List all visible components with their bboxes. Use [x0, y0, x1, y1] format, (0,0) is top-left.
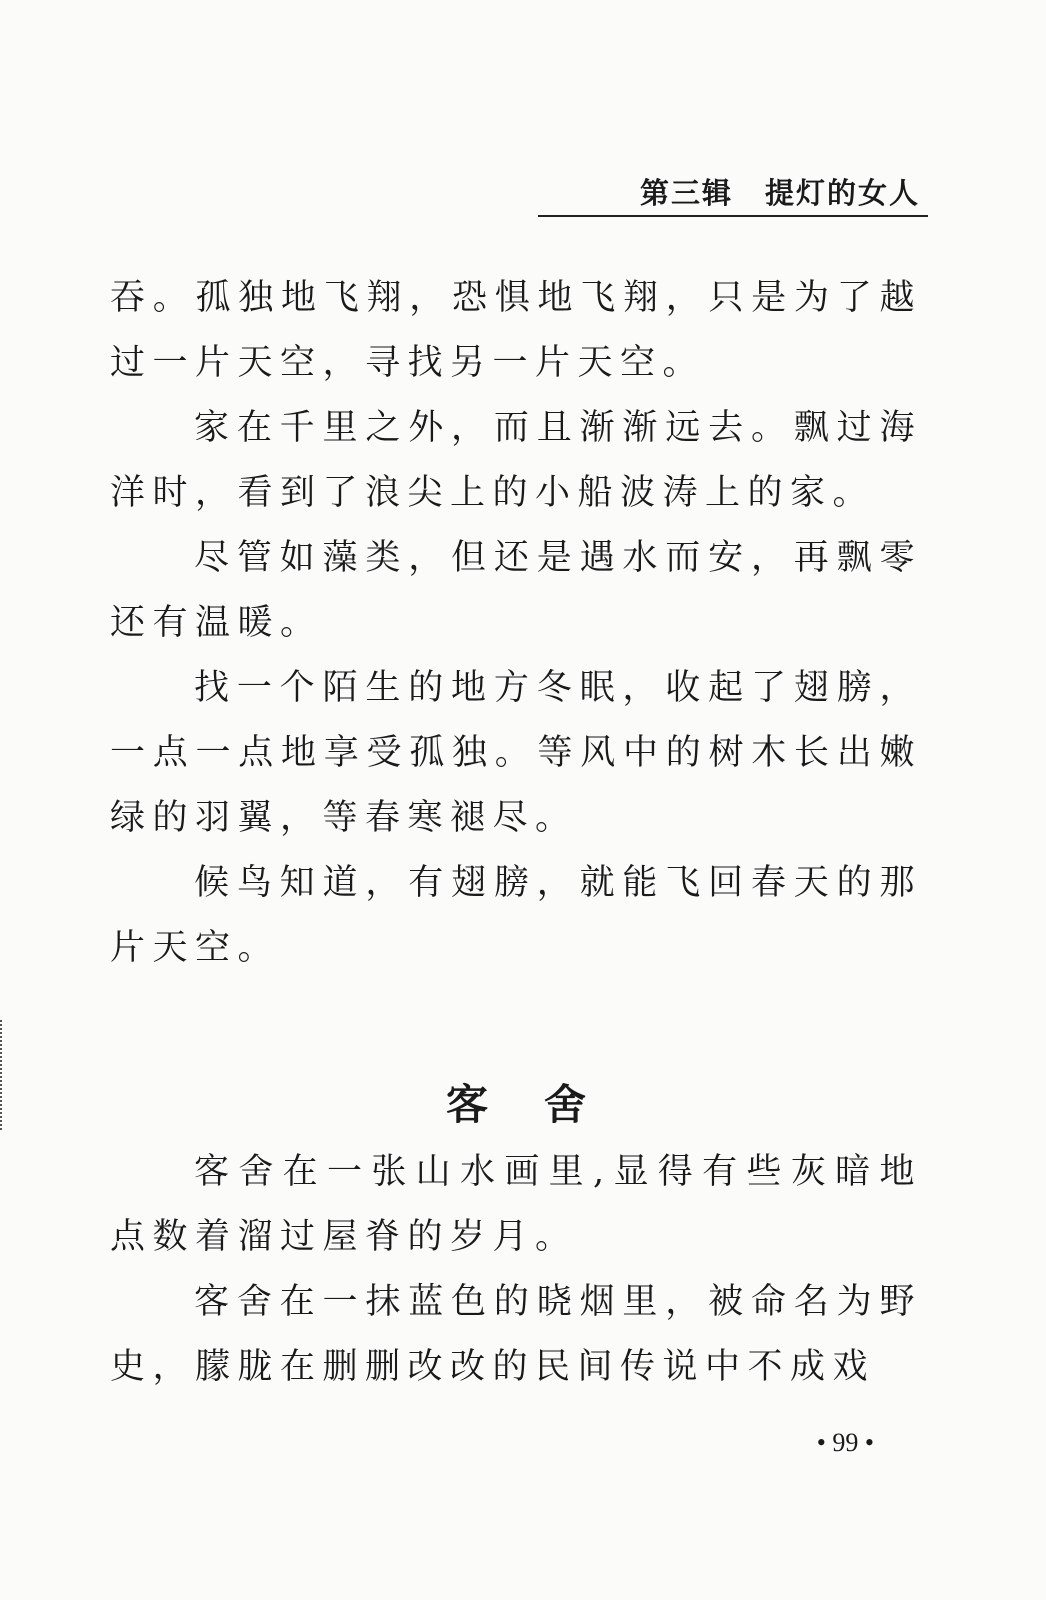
paragraph: 尽管如藻类，但还是遇水而安，再飘零还有温暖。	[110, 538, 922, 643]
paragraph: 客舍在一张山水画里,显得有些灰暗地点数着溜过屋脊的岁月。	[110, 1152, 922, 1257]
section-body-text	[110, 1140, 922, 1400]
paragraph: 家在千里之外，而且渐渐远去。飘过海洋时，看到了浪尖上的小船波涛上的家。	[110, 408, 922, 513]
page-number: • 99 •	[816, 1428, 874, 1457]
paragraph: 客舍在一抹蓝色的晓烟里，被命名为野史，朦胧在删删改改的民间传说中不成戏	[110, 1282, 922, 1387]
header-section: 第三辑	[639, 176, 733, 210]
header-title: 提灯的女人	[764, 176, 920, 210]
running-header	[640, 176, 920, 211]
body-text	[110, 266, 922, 981]
scan-edge-mark	[0, 1020, 5, 1130]
paragraph: 吞。孤独地飞翔，恐惧地飞翔，只是为了越过一片天空，寻找另一片天空。	[110, 278, 922, 383]
paragraph: 候鸟知道，有翅膀，就能飞回春天的那片天空。	[110, 863, 922, 968]
header-rule	[538, 215, 928, 217]
paragraph: 找一个陌生的地方冬眠，收起了翅膀，一点一点地享受孤独。等风中的树木长出嫩绿的羽翼，等春寒褪尽。	[110, 668, 922, 838]
section-title: 客舍	[445, 1080, 642, 1129]
